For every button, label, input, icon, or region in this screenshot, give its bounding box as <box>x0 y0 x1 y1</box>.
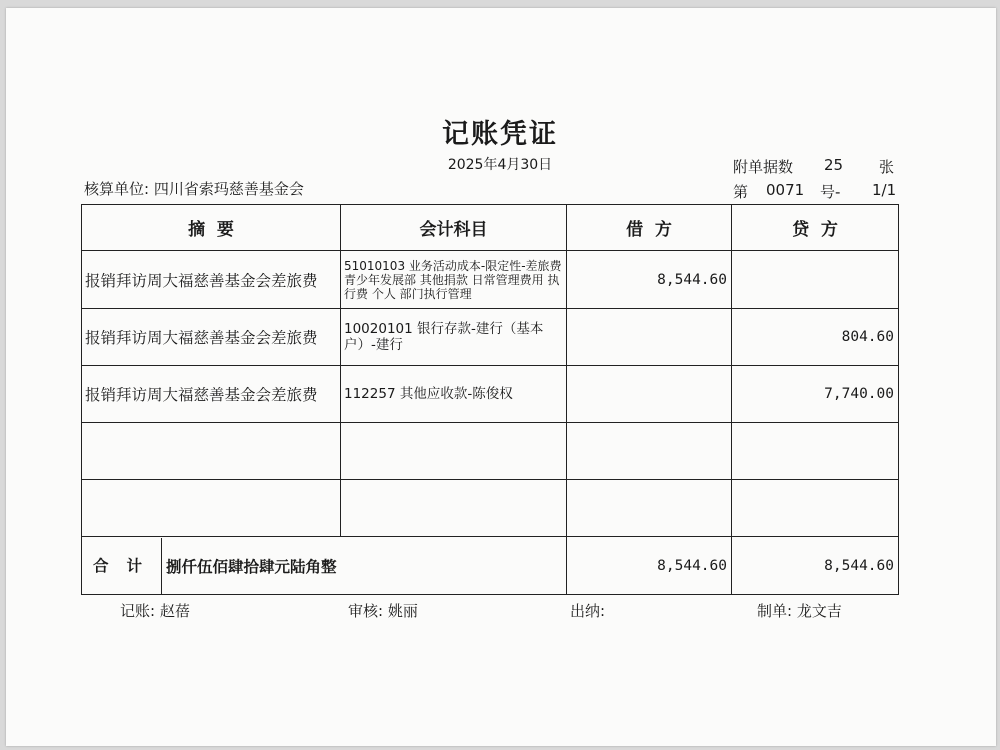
row-credit <box>732 423 899 480</box>
reviewer-name: 姚丽 <box>387 602 418 620</box>
voucher-number: 0071 <box>766 181 805 199</box>
row-summary: 报销拜访周大福慈善基金会差旅费 <box>82 251 341 309</box>
reviewer-signature <box>348 600 418 621</box>
reviewer-label: 审核: <box>348 602 384 620</box>
row-debit <box>567 366 732 423</box>
row-subject: 112257 其他应收款-陈俊权 <box>341 366 567 423</box>
row-subject <box>341 480 567 537</box>
row-credit <box>732 251 899 309</box>
cashier-signature <box>570 600 605 621</box>
table-row <box>82 251 899 309</box>
unit-name: 四川省索玛慈善基金会 <box>153 180 304 198</box>
row-debit <box>567 423 732 480</box>
bookkeeper-label: 记账: <box>120 602 156 620</box>
attachments-label: 附单据数 <box>733 158 794 176</box>
row-summary <box>82 423 341 480</box>
row-debit <box>567 480 732 537</box>
row-credit <box>732 480 899 537</box>
total-amount-in-words: 捌仟伍佰肆拾肆元陆角整 <box>166 557 337 576</box>
table-row <box>82 423 899 480</box>
unit-label: 核算单位: <box>84 180 150 198</box>
voucher-page: 1/1 <box>872 181 897 199</box>
header-subject: 会计科目 <box>341 205 567 251</box>
row-subject: 51010103 业务活动成本-限定性-差旅费 青少年发展部 其他捐款 日常管理费用 执行费 个人 部门执行管理 <box>341 251 567 309</box>
voucher-table <box>81 204 899 595</box>
preparer-label: 制单: <box>757 602 793 620</box>
table-header-row <box>82 205 899 251</box>
row-subject: 10020101 银行存款-建行（基本户）-建行 <box>341 309 567 366</box>
row-debit <box>567 309 732 366</box>
header-debit: 借 方 <box>567 205 732 251</box>
voucher-date: 2025年4月30日 <box>447 157 553 173</box>
total-row <box>82 537 899 595</box>
header-summary: 摘 要 <box>82 205 341 251</box>
preparer-signature <box>757 600 842 621</box>
voucher-number-suffix: 号- <box>820 183 841 201</box>
table-row <box>82 309 899 366</box>
total-credit: 8,544.60 <box>732 537 899 595</box>
table-row <box>82 480 899 537</box>
row-credit: 7,740.00 <box>732 366 899 423</box>
row-summary: 报销拜访周大福慈善基金会差旅费 <box>82 366 341 423</box>
header-credit: 贷 方 <box>732 205 899 251</box>
bookkeeper-signature <box>120 600 190 621</box>
row-summary: 报销拜访周大福慈善基金会差旅费 <box>82 309 341 366</box>
attachments-unit: 张 <box>879 158 895 176</box>
accounting-unit <box>84 178 304 199</box>
row-summary <box>82 480 341 537</box>
total-cell <box>82 537 567 595</box>
row-credit: 804.60 <box>732 309 899 366</box>
cashier-label: 出纳: <box>570 602 606 620</box>
preparer-name: 龙文吉 <box>796 602 842 620</box>
row-debit: 8,544.60 <box>567 251 732 309</box>
bookkeeper-name: 赵蓓 <box>159 602 190 620</box>
voucher-title: 记账凭证 <box>442 119 558 150</box>
attachments-count: 25 <box>824 156 844 174</box>
total-debit: 8,544.60 <box>567 537 732 595</box>
total-label: 合计 <box>82 538 162 594</box>
voucher-number-prefix: 第 <box>733 183 749 201</box>
table-row <box>82 366 899 423</box>
row-subject <box>341 423 567 480</box>
